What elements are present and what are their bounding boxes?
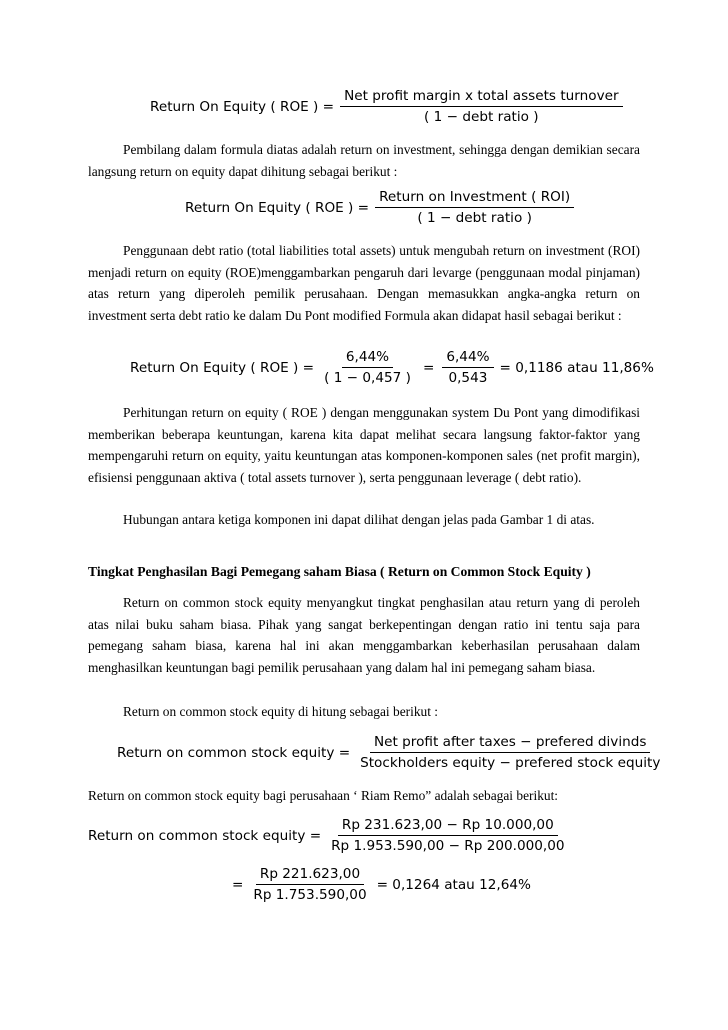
equation-lhs: Return On Equity ( ROE ) = bbox=[130, 359, 315, 376]
equation-result: = 0,1186 atau 11,86% bbox=[499, 359, 654, 376]
roe-roi-equation bbox=[185, 189, 580, 226]
paragraph-3: Perhitungan return on equity ( ROE ) dengan menggunakan system Du Pont yang dimodifikasi memberikan beberapa keuntungan, karena kita dapat melihat secara langsung faktor-faktor yang mempengaruhi return on equity, yaitu keuntungan atas komponen-komponen sales (net profit margin), efisiensi penggunaan aktiva ( total assets turnover ), serta penggunaan leverage ( debt ratio). bbox=[88, 405, 640, 485]
common-stock-equity-formula bbox=[117, 734, 670, 771]
fraction-1 bbox=[320, 349, 415, 386]
fraction-denominator: ( 1 − 0,457 ) bbox=[324, 370, 411, 386]
fraction-denominator: Rp 1.953.590,00 − Rp 200.000,00 bbox=[331, 838, 565, 854]
fraction bbox=[327, 817, 568, 854]
fraction bbox=[356, 734, 664, 771]
equation-lhs: = bbox=[232, 876, 244, 893]
fraction-2 bbox=[442, 349, 493, 386]
fraction-numerator: 6,44% bbox=[442, 349, 493, 368]
section-heading: Tingkat Penghasilan Bagi Pemegang saham Biasa ( Return on Common Stock Equity ) bbox=[88, 564, 591, 579]
paragraph-5: Return on common stock equity menyangkut tingkat penghasilan atau return yang di peroleh atas nilai buku saham biasa. Pihak yang sangat berkepentingan dengan ratio ini tentu saja para pemegang saham biasa, karena hal ini akan menggambarkan keberhasilan perusahaan dalam menghasilkan keuntungan bagi pemilik perusahaan yang dalam hal ini pemegang saham biasa. bbox=[88, 595, 640, 675]
fraction bbox=[340, 88, 622, 125]
fraction-numerator: Net profit margin x total assets turnover bbox=[340, 88, 622, 107]
fraction-denominator: ( 1 − debt ratio ) bbox=[424, 109, 539, 125]
fraction-numerator: Net profit after taxes − prefered divinds bbox=[370, 734, 650, 753]
equation-lhs: Return on common stock equity = bbox=[117, 744, 351, 761]
roe-formula-equation bbox=[150, 88, 629, 125]
equation-result: = 0,1264 atau 12,64% bbox=[376, 876, 531, 893]
common-stock-equity-substitution bbox=[88, 817, 575, 854]
equals-sign: = bbox=[422, 359, 435, 376]
paragraph-1: Pembilang dalam formula diatas adalah return on investment, sehingga dengan demikian secara langsung return on equity dapat dihitung sebagai berikut : bbox=[88, 142, 640, 179]
fraction-numerator: 6,44% bbox=[342, 349, 393, 368]
fraction-numerator: Rp 221.623,00 bbox=[256, 866, 364, 885]
paragraph-2: Penggunaan debt ratio (total liabilities total assets) untuk mengubah return on investment (ROI) menjadi return on equity (ROE)menggambarkan pengaruh dari levarge (penggunaan modal pinjaman) atas return yang diperoleh pemilik perusahaan. Dengan memasukkan angka-angka return on investment serta debt ratio ke dalam Du Pont modified Formula akan didapat hasil sebagai berikut : bbox=[88, 243, 640, 323]
fraction-denominator: ( 1 − debt ratio ) bbox=[417, 210, 532, 226]
equation-lhs: Return On Equity ( ROE ) = bbox=[185, 199, 370, 216]
roe-calculation-equation bbox=[130, 349, 654, 386]
fraction-numerator: Return on Investment ( ROI) bbox=[375, 189, 574, 208]
fraction-denominator: 0,543 bbox=[448, 370, 488, 386]
equation-lhs: Return On Equity ( ROE ) = bbox=[150, 98, 335, 115]
paragraph-6: Return on common stock equity di hitung sebagai berikut : bbox=[123, 704, 439, 719]
fraction bbox=[375, 189, 574, 226]
fraction-denominator: Stockholders equity − prefered stock equity bbox=[360, 755, 661, 771]
fraction-denominator: Rp 1.753.590,00 bbox=[253, 887, 367, 903]
paragraph-4: Hubungan antara ketiga komponen ini dapat dilihat dengan jelas pada Gambar 1 di atas. bbox=[123, 512, 595, 527]
equation-lhs: Return on common stock equity = bbox=[88, 827, 322, 844]
common-stock-equity-result bbox=[232, 866, 531, 903]
fraction-numerator: Rp 231.623,00 − Rp 10.000,00 bbox=[338, 817, 558, 836]
paragraph-7: Return on common stock equity bagi perusahaan ‘ Riam Remo” adalah sebagai berikut: bbox=[88, 788, 559, 803]
fraction bbox=[249, 866, 370, 903]
